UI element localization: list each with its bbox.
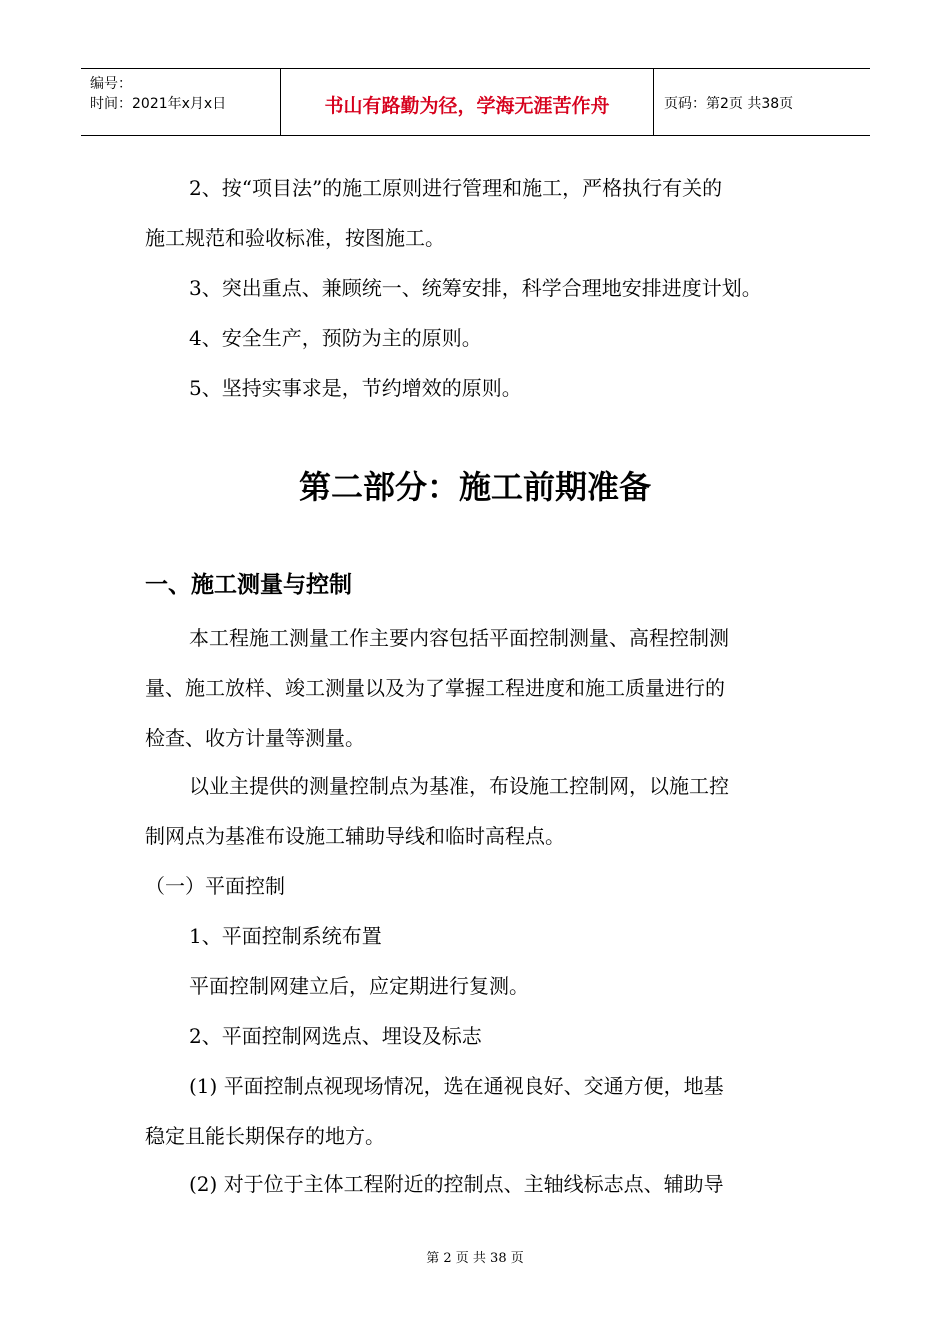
para-line: (2) 对于位于主体工程附近的控制点、主轴线标志点、辅助导: [189, 1172, 724, 1196]
subsection-title: （一）平面控制: [145, 874, 285, 898]
part-title: 第二部分：施工前期准备: [298, 468, 651, 506]
para-line: 2、平面控制网选点、埋设及标志: [189, 1024, 482, 1048]
para-line: (1) 平面控制点视现场情况，选在通视良好、交通方便，地基: [189, 1074, 724, 1098]
para-line: 平面控制网建立后，应定期进行复测。: [189, 974, 529, 998]
body-line: 5、坚持实事求是，节约增效的原则。: [189, 376, 522, 400]
document-number-label: 编号：: [90, 76, 132, 92]
para-line: 检查、收方计量等测量。: [145, 726, 365, 750]
body-line: 2、按“项目法”的施工原则进行管理和施工，严格执行有关的: [189, 176, 723, 200]
para-line: 量、施工放样、竣工测量以及为了掌握工程进度和施工质量进行的: [145, 676, 725, 700]
section-title: 一、施工测量与控制: [145, 572, 352, 598]
para-line: 本工程施工测量工作主要内容包括平面控制测量、高程控制测: [189, 626, 729, 650]
para-line: 制网点为基准布设施工辅助导线和临时高程点。: [145, 824, 565, 848]
body-line: 4、安全生产，预防为主的原则。: [189, 326, 482, 350]
header-page-info: 页码：第2页 共38页: [664, 96, 794, 112]
page-footer: 第 2 页 共 38 页: [426, 1251, 524, 1266]
body-line: 施工规范和验收标准，按图施工。: [145, 226, 445, 250]
header-meta-cell: [81, 69, 281, 135]
para-line: 1、平面控制系统布置: [189, 924, 382, 948]
para-line: 稳定且能长期保存的地方。: [145, 1124, 385, 1148]
body-line: 3、突出重点、兼顾统一、统筹安排，科学合理地安排进度计划。: [189, 276, 762, 300]
header-motto: 书山有路勤为径，学海无涯苦作舟: [281, 69, 654, 135]
page-header: [81, 68, 870, 136]
document-time-label: 时间：2021年x月x日: [90, 96, 227, 112]
para-line: 以业主提供的测量控制点为基准，布设施工控制网，以施工控: [189, 774, 729, 798]
